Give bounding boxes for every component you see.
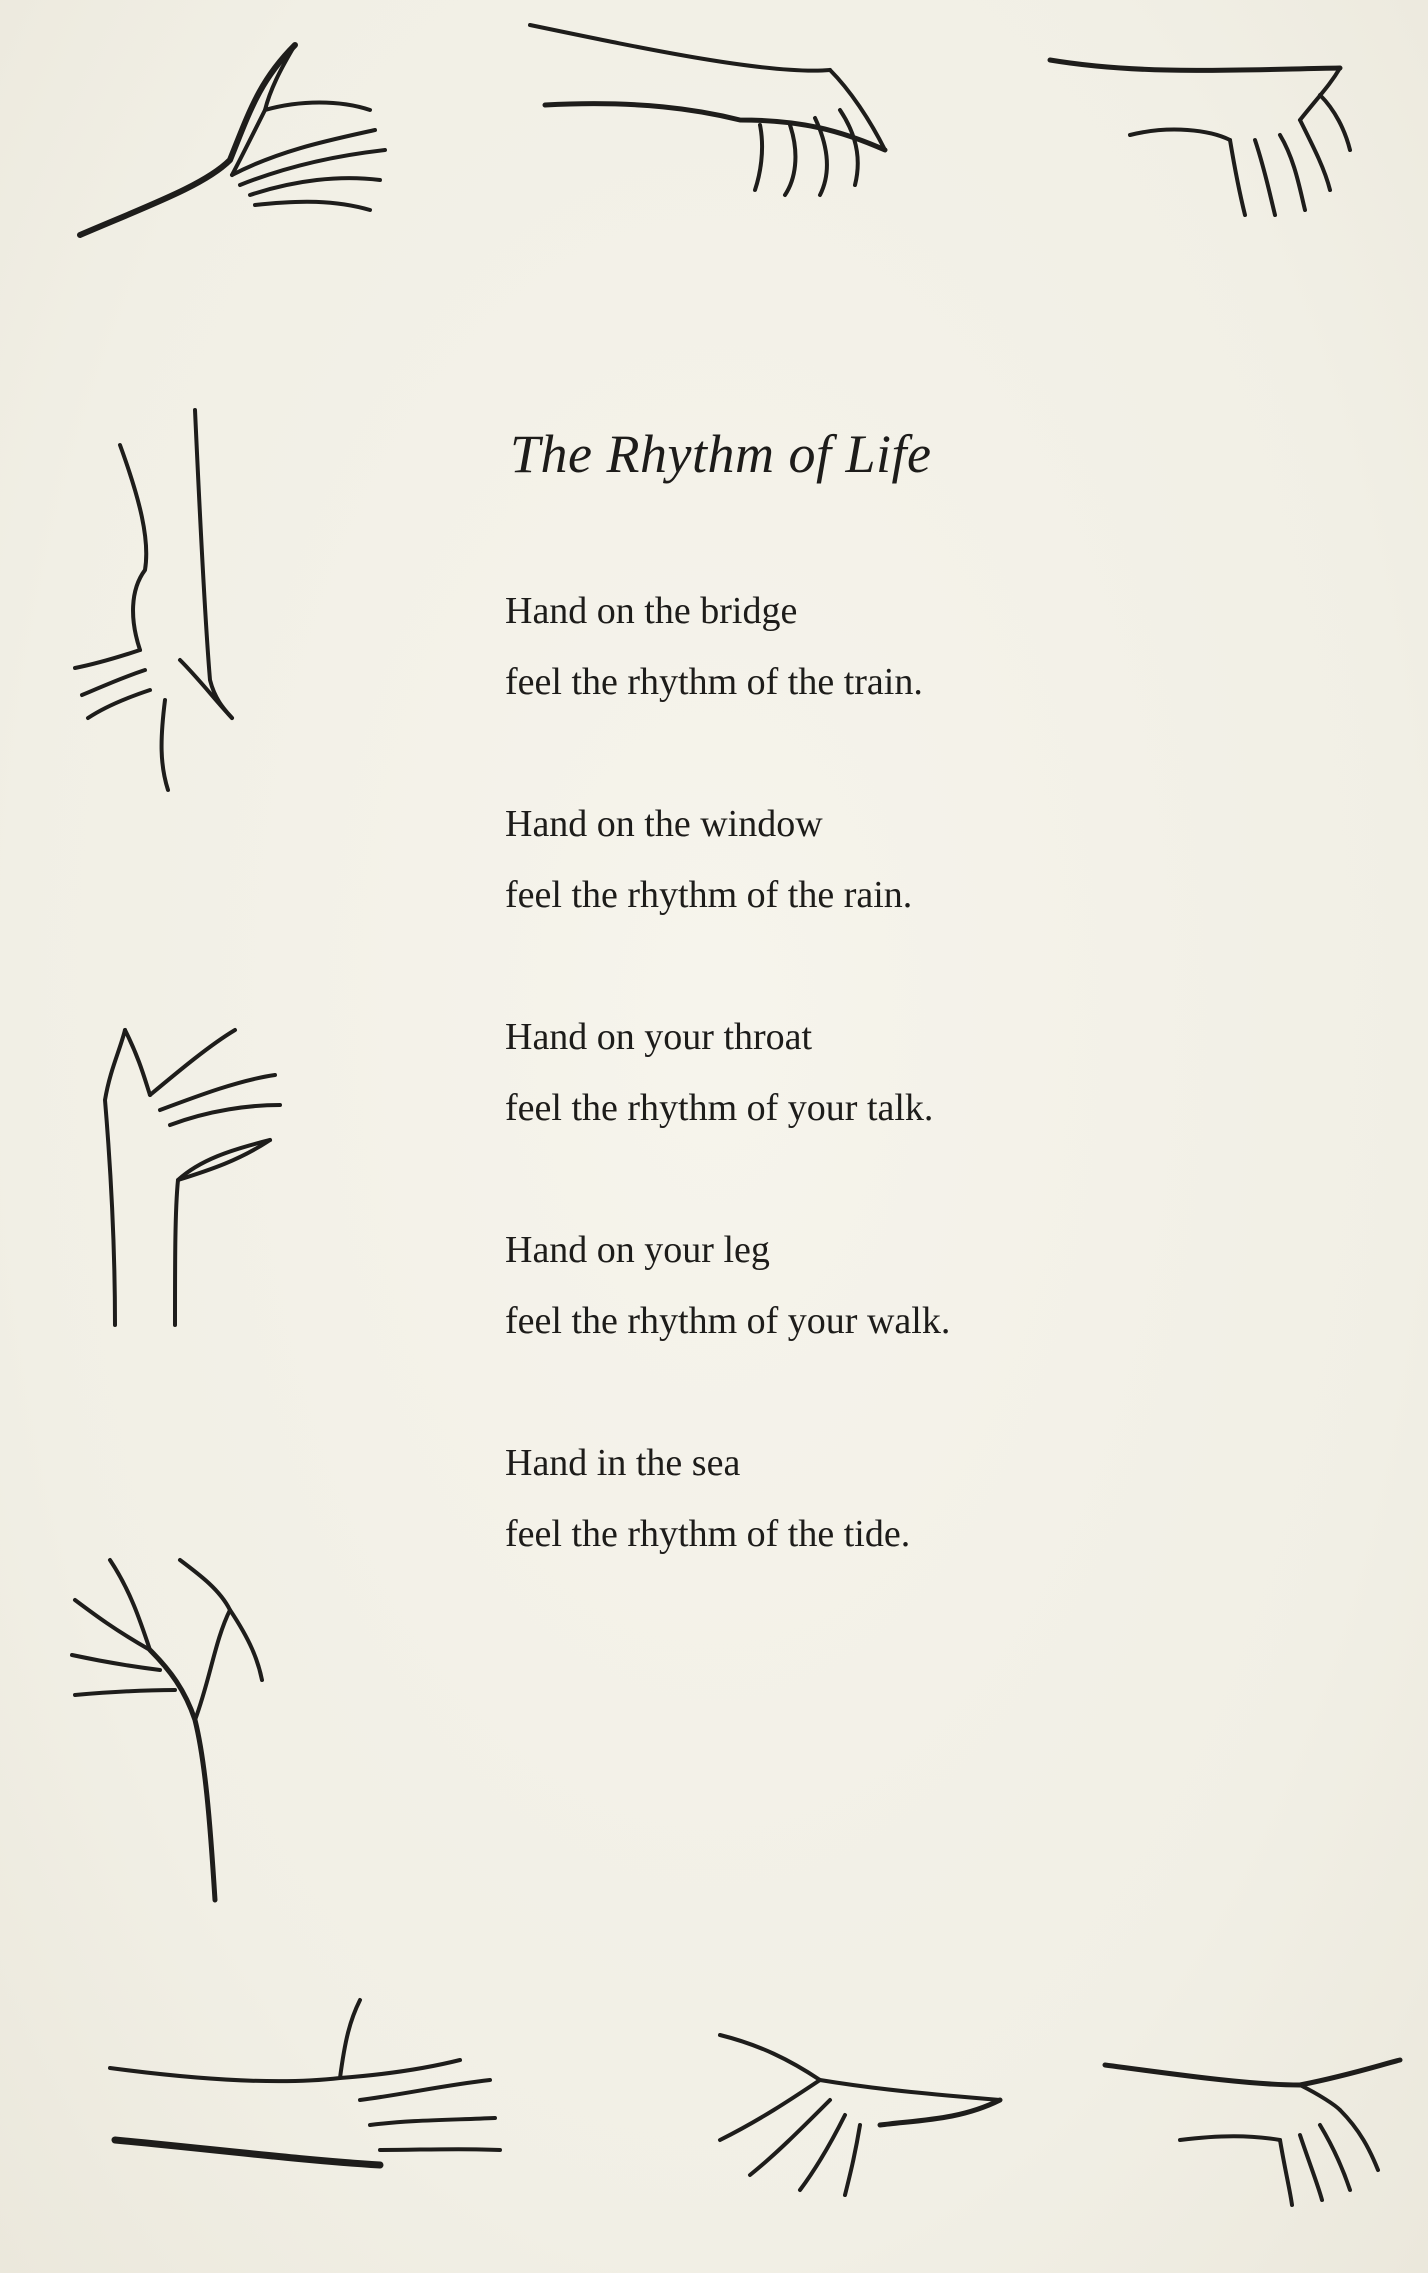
hand-illustration-bottom-center: [720, 2035, 1000, 2195]
hand-illustration-top-right: [1050, 60, 1350, 215]
poem-line: feel the rhythm of your walk.: [505, 1300, 951, 1342]
poem-line: Hand on your throat: [505, 1016, 813, 1058]
poem-line: feel the rhythm of the tide.: [505, 1513, 911, 1555]
hand-illustration-bottom-left: [110, 2000, 500, 2165]
hand-illustration-bottom-right: [1105, 2060, 1400, 2205]
poem-line: Hand on the bridge: [505, 590, 798, 632]
stanza: [505, 1428, 1265, 1570]
poem-line: Hand on the window: [505, 803, 823, 845]
hand-illustration-top-center: [530, 25, 885, 195]
poem-line: feel the rhythm of the train.: [505, 661, 923, 703]
stanza: [505, 1002, 1265, 1144]
hand-illustration-left-lower: [72, 1560, 262, 1900]
hand-illustration-top-left: [80, 45, 385, 235]
poem-line: feel the rhythm of the rain.: [505, 874, 913, 916]
hand-illustration-left-upper: [75, 410, 232, 790]
stanza: [505, 576, 1265, 718]
stanza: [505, 789, 1265, 931]
poem-title: The Rhythm of Life: [510, 424, 932, 484]
hand-illustration-left-middle: [105, 1030, 280, 1325]
poem-body: [505, 576, 1265, 1570]
poem-line: feel the rhythm of your talk.: [505, 1087, 934, 1129]
poem-line: Hand in the sea: [505, 1442, 741, 1484]
poem-line: Hand on your leg: [505, 1229, 770, 1271]
stanza: [505, 1215, 1265, 1357]
